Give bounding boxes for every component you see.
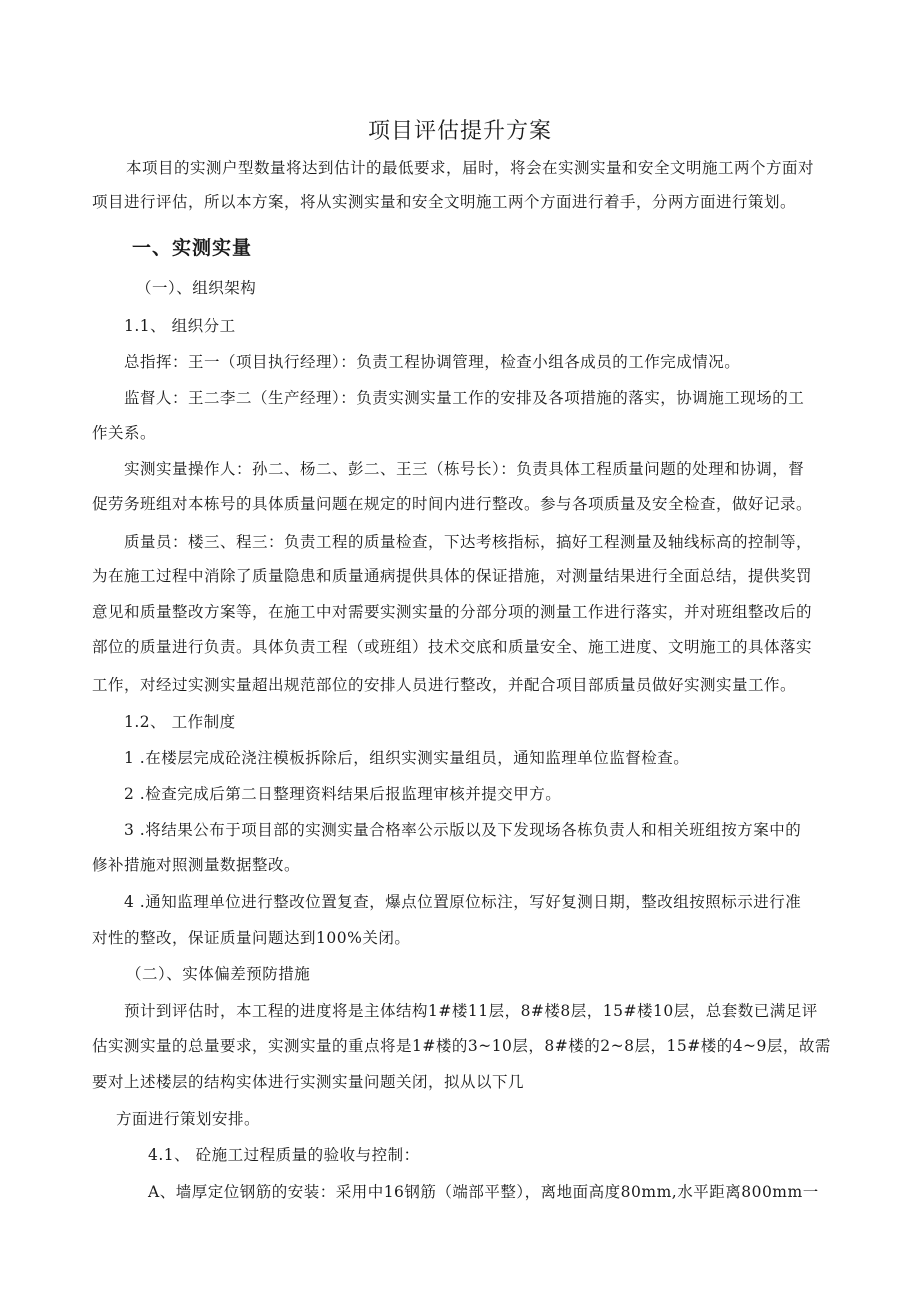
paragraph-quality-line-5: 工作，对经过实测实量超出规范部位的安排人员进行整改，并配合项目部质量员做好实测实量工作。 [92,676,797,694]
subheading-prevention: （二）、实体偏差预防措施 [126,965,311,983]
intro-line-2: 项目进行评估，所以本方案，将从实测实量和安全文明施工两个方面进行着手，分两方面进行策划。 [92,193,797,211]
rule-3-line-2: 修补措施对照测量数据整改。 [92,856,301,874]
paragraph-quality-line-2: 为在施工过程中消除了质量隐患和质量通病提供具体的保证措施，对测量结果进行全面总结，提供奖罚 [92,567,813,585]
paragraph-forecast-line-3: 要对上述楼层的结构实体进行实测实量问题关闭，拟从以下几 [92,1073,525,1091]
rule-4-line-2: 对性的整改，保证质量问题达到100%关闭。 [92,929,411,947]
item-1-1-heading: 1.1、 组织分工 [124,317,236,335]
paragraph-quality-line-1: 质量员：楼三、程三：负责工程的质量检查，下达考核指标，搞好工程测量及轴线标高的控制等， [124,533,813,551]
paragraph-supervisor-line-2: 作关系。 [92,424,157,442]
paragraph-quality-line-3: 意见和质量整改方案等，在施工中对需要实测实量的分部分项的测量工作进行落实，并对班组整改后的 [92,603,813,621]
rule-3-line-1: 3 .将结果公布于项目部的实测实量合格率公示版以及下发现场各栋负责人和相关班组按方案中的 [124,821,802,839]
rule-2: 2 .检查完成后第二日整理资料结果后报监理审核并提交甲方。 [124,785,562,803]
item-4-1-heading: 4.1、 砼施工过程质量的验收与控制： [148,1146,420,1164]
paragraph-quality-line-4: 部位的质量进行负责。具体负责工程（或班组）技术交底和质量安全、施工进度、文明施工的具体落实 [92,638,813,656]
paragraph-operators-line-1: 实测实量操作人：孙二、杨二、彭二、王三（栋号长）：负责具体工程质量问题的处理和协调，督 [124,460,805,478]
document-title: 项目评估提升方案 [367,119,552,144]
paragraph-supervisor-line-1: 监督人：王二李二（生产经理）：负责实测实量工作的安排及各项措施的落实，协调施工现场的工 [124,389,805,407]
paragraph-forecast-line-2: 估实测实量的总量要求，实测实量的重点将是1#楼的3~10层，8#楼的2~8层，15#楼的4~9层，故需 [92,1037,831,1055]
item-1-2-heading: 1.2、 工作制度 [124,713,236,731]
paragraph-forecast-line-1: 预计到评估时，本工程的进度将是主体结构1#楼11层，8#楼8层，15#楼10层，总套数已满足评 [124,1002,818,1020]
rule-1: 1 .在楼层完成砼浇注模板拆除后，组织实测实量组员，通知监理单位监督检查。 [124,749,690,767]
intro-line-1: 本项目的实测户型数量将达到估计的最低要求，届时，将会在实测实量和安全文明施工两个方面对 [126,159,815,177]
subheading-organization: （一）、组织架构 [136,279,257,297]
paragraph-operators-line-2: 促劳务班组对本栋号的具体质量问题在规定的时间内进行整改。参与各项质量及安全检查，做好记录。 [92,495,813,513]
rule-4-line-1: 4 .通知监理单位进行整改位置复查，爆点位置原位标注，写好复测日期，整改组按照标示进行准 [124,893,802,911]
section-heading-measurement: 一、实测实量 [132,237,253,259]
paragraph-forecast-line-4: 方面进行策划安排。 [116,1110,261,1128]
paragraph-wall-thickness: A、墙厚定位钢筋的安装：采用中16钢筋（端部平整），离地面高度80mm,水平距离800mm一 [148,1183,819,1201]
paragraph-commander: 总指挥：王一（项目执行经理）：负责工程协调管理，检查小组各成员的工作完成情况。 [124,353,741,371]
